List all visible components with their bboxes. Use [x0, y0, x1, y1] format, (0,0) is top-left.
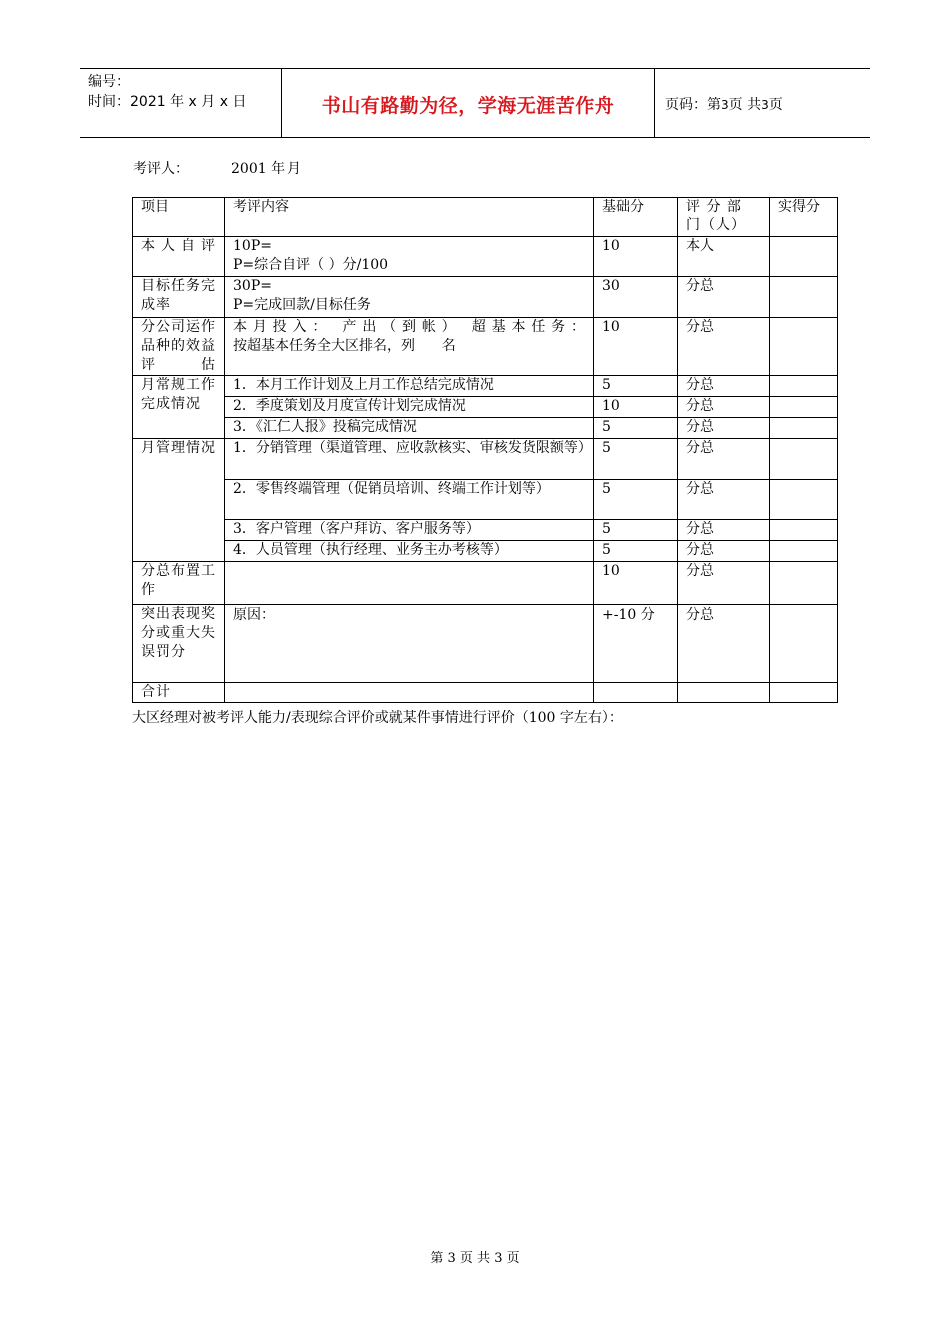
score-cell	[770, 541, 838, 562]
score-cell	[770, 277, 838, 318]
dept-cell: 分总	[678, 562, 770, 605]
item-cell: 月常规工作完成情况	[133, 376, 225, 439]
base-score-cell: 10	[594, 562, 678, 605]
serial-label: 编号：	[88, 74, 130, 90]
base-score-cell	[594, 683, 678, 703]
table-row	[133, 397, 838, 418]
content-cell: 原因：	[225, 605, 594, 683]
time-label: 时间：2021 年 x 月 x 日	[88, 94, 247, 110]
content-cell	[225, 683, 594, 703]
header-cell: 基础分	[594, 198, 678, 237]
page-header	[80, 68, 870, 138]
dept-cell: 本人	[678, 237, 770, 277]
dept-cell: 分总	[678, 439, 770, 480]
table-row	[133, 376, 838, 397]
content-cell: 本月投入： 产出（到帐） 超基本任务： 按超基本任务全大区排名，列 名	[225, 318, 594, 376]
item-cell: 分总布置工作	[133, 562, 225, 605]
score-cell	[770, 683, 838, 703]
base-score-cell: 10	[594, 237, 678, 277]
base-score-cell: 30	[594, 277, 678, 318]
dept-cell: 分总	[678, 277, 770, 318]
base-score-cell: 5	[594, 439, 678, 480]
base-score-cell: 5	[594, 480, 678, 520]
table-row	[133, 237, 838, 277]
header-divider	[654, 69, 655, 137]
table-row	[133, 562, 838, 605]
content-cell: 10P= P=综合自评（ ）分/100	[225, 237, 594, 277]
content-cell: 1．本月工作计划及上月工作总结完成情况	[225, 376, 594, 397]
header-cell: 考评内容	[225, 198, 594, 237]
dept-cell: 分总	[678, 318, 770, 376]
content-cell: 3．《汇仁人报》投稿完成情况	[225, 418, 594, 439]
content-cell	[225, 562, 594, 605]
assessor-month: 月	[287, 161, 301, 177]
manager-comment-prompt: 大区经理对被考评人能力/表现综合评价或就某件事情进行评价（100 字左右）：	[132, 710, 623, 726]
base-score-cell: 5	[594, 418, 678, 439]
table-row	[133, 520, 838, 541]
header-motto: 书山有路勤为径，学海无涯苦作舟	[321, 95, 615, 117]
item-cell: 突出表现奖分或重大失误罚分	[133, 605, 225, 683]
table-row	[133, 418, 838, 439]
dept-cell: 分总	[678, 520, 770, 541]
dept-cell: 分总	[678, 605, 770, 683]
header-cell: 评 分 部 门（人）	[678, 198, 770, 237]
content-cell: 2．零售终端管理（促销员培训、终端工作计划等）	[225, 480, 594, 520]
item-cell: 合计	[133, 683, 225, 703]
score-cell	[770, 397, 838, 418]
score-cell	[770, 318, 838, 376]
table-row	[133, 480, 838, 520]
score-cell	[770, 418, 838, 439]
item-cell: 本人自评	[133, 237, 225, 277]
item-cell: 月管理情况	[133, 439, 225, 562]
header-page-number: 页码：第3页 共3页	[665, 97, 783, 113]
table-row	[133, 541, 838, 562]
header-cell: 实得分	[770, 198, 838, 237]
base-score-cell: 10	[594, 397, 678, 418]
base-score-cell: 5	[594, 520, 678, 541]
content-cell: 30P= P=完成回款/目标任务	[225, 277, 594, 318]
header-info	[88, 72, 246, 112]
dept-cell: 分总	[678, 541, 770, 562]
table-row	[133, 439, 838, 480]
score-cell	[770, 439, 838, 480]
score-cell	[770, 237, 838, 277]
table-row	[133, 683, 838, 703]
content-cell: 2．季度策划及月度宣传计划完成情况	[225, 397, 594, 418]
base-score-cell: 10	[594, 318, 678, 376]
dept-cell: 分总	[678, 480, 770, 520]
score-cell	[770, 562, 838, 605]
item-cell: 分公司运作品种的效益评估	[133, 318, 225, 376]
content-cell: 3．客户管理（客户拜访、客户服务等）	[225, 520, 594, 541]
assessor-line	[133, 158, 301, 178]
score-cell	[770, 376, 838, 397]
item-cell: 目标任务完成率	[133, 277, 225, 318]
dept-cell: 分总	[678, 418, 770, 439]
evaluation-table	[132, 197, 838, 703]
dept-cell: 分总	[678, 397, 770, 418]
base-score-cell: 5	[594, 376, 678, 397]
content-cell: 4．人员管理（执行经理、业务主办考核等）	[225, 541, 594, 562]
content-cell: 1．分销管理（渠道管理、应收款核实、审核发货限额等）	[225, 439, 594, 480]
base-score-cell: 5	[594, 541, 678, 562]
dept-cell	[678, 683, 770, 703]
table-row	[133, 318, 838, 376]
table-row	[133, 605, 838, 683]
page-footer: 第 3 页 共 3 页	[430, 1251, 520, 1266]
table-header-row	[133, 198, 838, 237]
table-row	[133, 277, 838, 318]
score-cell	[770, 520, 838, 541]
assessor-label: 考评人：	[133, 161, 189, 177]
assessor-year: 2001 年	[231, 161, 286, 177]
score-cell	[770, 605, 838, 683]
base-score-cell: +-10 分	[594, 605, 678, 683]
header-cell: 项目	[133, 198, 225, 237]
dept-cell: 分总	[678, 376, 770, 397]
score-cell	[770, 480, 838, 520]
